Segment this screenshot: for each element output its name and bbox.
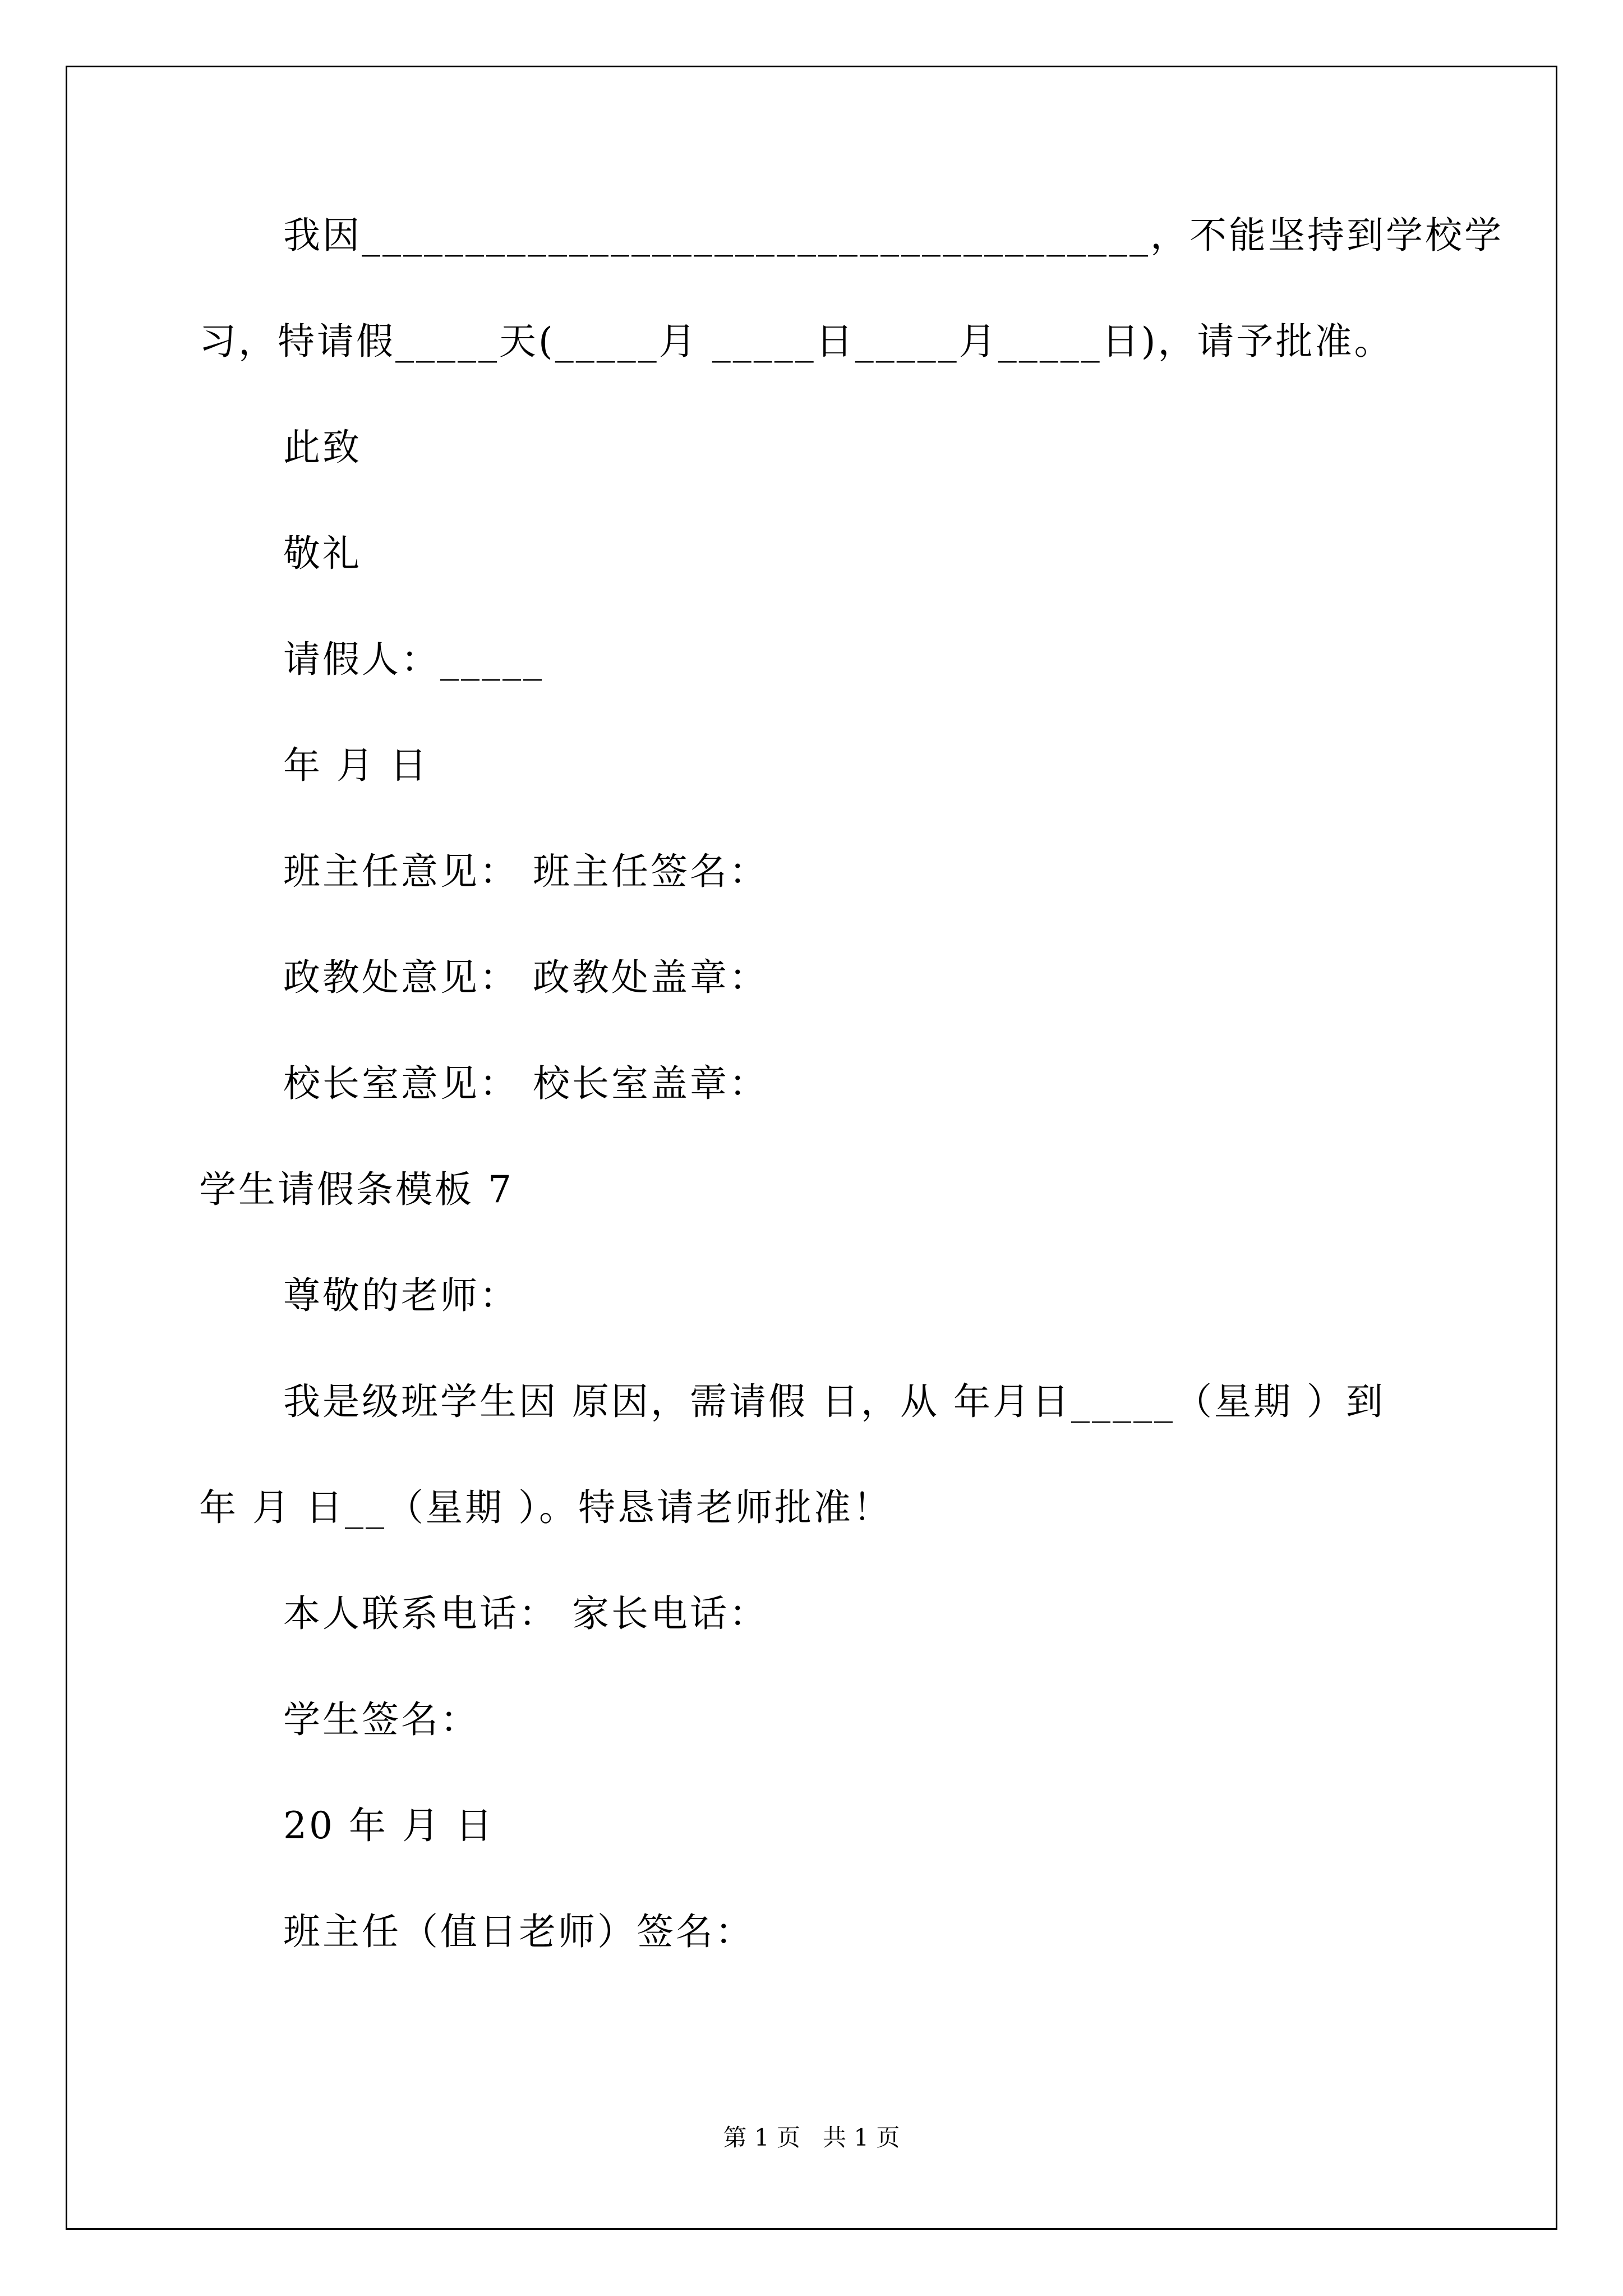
section-heading: 学生请假条模板 7 bbox=[199, 1168, 514, 1211]
body-line-4: 敬礼 bbox=[283, 532, 362, 575]
body-line-13: 年 月 日__（星期 ）。特恳请老师批准！ bbox=[199, 1486, 892, 1529]
body-line-8: 政教处意见： 政教处盖章： bbox=[283, 956, 768, 999]
body-line-16: 20 年 月 日 bbox=[283, 1804, 495, 1847]
body-line-15: 学生签名： bbox=[283, 1698, 479, 1741]
body-line-6: 年 月 日 bbox=[283, 744, 429, 787]
body-line-14: 本人联系电话： 家长电话： bbox=[283, 1592, 768, 1635]
body-line-2: 习，特请假_____天(_____月 _____日_____月_____日)，请予批准。 bbox=[199, 320, 1394, 363]
page-footer: 第 1 页 共 1 页 bbox=[723, 2124, 900, 2151]
body-line-11: 尊敬的老师： bbox=[283, 1274, 519, 1317]
body-line-5: 请假人：_____ bbox=[283, 638, 544, 681]
body-line-1: 我因______________________________________，不能坚持到学校学 bbox=[283, 214, 1504, 257]
body-line-17: 班主任（值日老师）签名： bbox=[283, 1910, 754, 1953]
body-line-3: 此致 bbox=[283, 426, 362, 469]
page-border bbox=[66, 66, 1557, 2230]
body-line-12: 我是级班学生因 原因，需请假 日，从 年月日_____（星期 ）到 bbox=[283, 1380, 1385, 1423]
body-line-7: 班主任意见： 班主任签名： bbox=[283, 850, 768, 893]
body-line-9: 校长室意见： 校长室盖章： bbox=[283, 1062, 768, 1105]
